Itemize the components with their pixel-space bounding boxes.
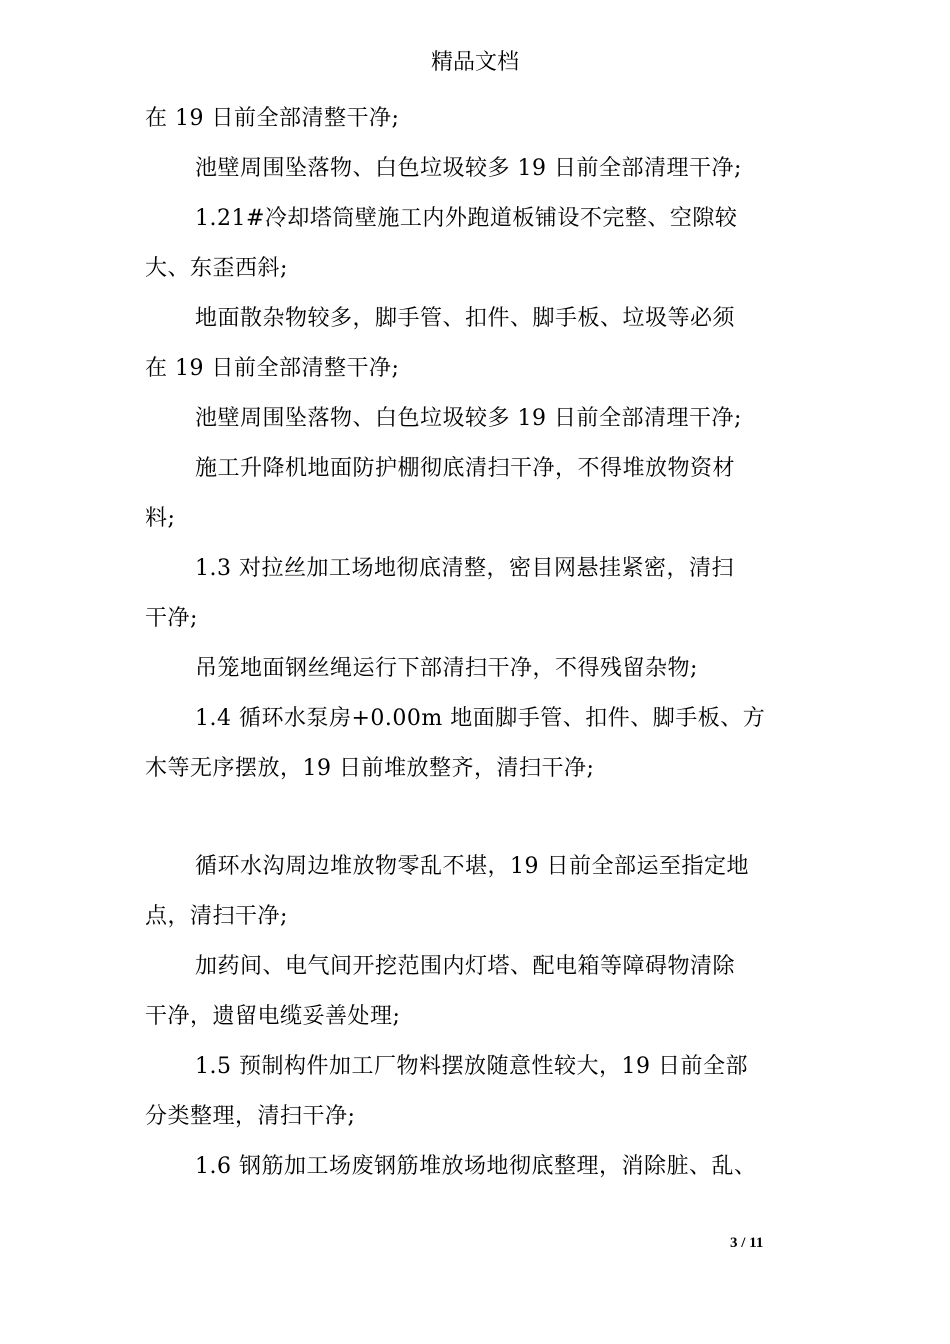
text-line: 在 19 日前全部清整干净; — [145, 106, 400, 131]
text-line: 分类整理，清扫干净; — [145, 1104, 356, 1129]
text-line: 池壁周围坠落物、白色垃圾较多 19 日前全部清理干净; — [195, 156, 742, 181]
text-line: 1.21#冷却塔筒壁施工内外跑道板铺设不完整、空隙较 — [195, 206, 738, 231]
text-line: 1.5 预制构件加工厂物料摆放随意性较大，19 日前全部 — [195, 1054, 748, 1079]
text-line: 地面散杂物较多，脚手管、扣件、脚手板、垃圾等必须 — [195, 306, 736, 331]
text-line: 干净; — [145, 606, 198, 631]
text-line: 在 19 日前全部清整干净; — [145, 356, 400, 381]
text-line: 施工升降机地面防护棚彻底清扫干净，不得堆放物资材 — [195, 456, 736, 481]
text-line: 加药间、电气间开挖范围内灯塔、配电箱等障碍物清除 — [195, 954, 736, 979]
page-header-title: 精品文档 — [430, 50, 519, 75]
text-line: 吊笼地面钢丝绳运行下部清扫干净，不得残留杂物; — [195, 656, 698, 681]
text-line: 料; — [145, 506, 176, 531]
text-line: 木等无序摆放，19 日前堆放整齐，清扫干净; — [145, 756, 595, 781]
text-line: 干净，遗留电缆妥善处理; — [145, 1004, 401, 1029]
text-line: 1.4 循环水泵房+0.00m 地面脚手管、扣件、脚手板、方 — [195, 706, 766, 731]
text-line: 大、东歪西斜; — [145, 256, 288, 281]
text-line: 1.6 钢筋加工场废钢筋堆放场地彻底整理，消除脏、乱、 — [195, 1154, 757, 1179]
text-line: 1.3 对拉丝加工场地彻底清整，密目网悬挂紧密，清扫 — [195, 556, 734, 581]
page-number: 3 / 11 — [730, 1235, 764, 1251]
text-line: 点，清扫干净; — [145, 904, 288, 929]
text-line: 池壁周围坠落物、白色垃圾较多 19 日前全部清理干净; — [195, 406, 742, 431]
text-line: 循环水沟周边堆放物零乱不堪，19 日前全部运至指定地 — [195, 854, 749, 879]
